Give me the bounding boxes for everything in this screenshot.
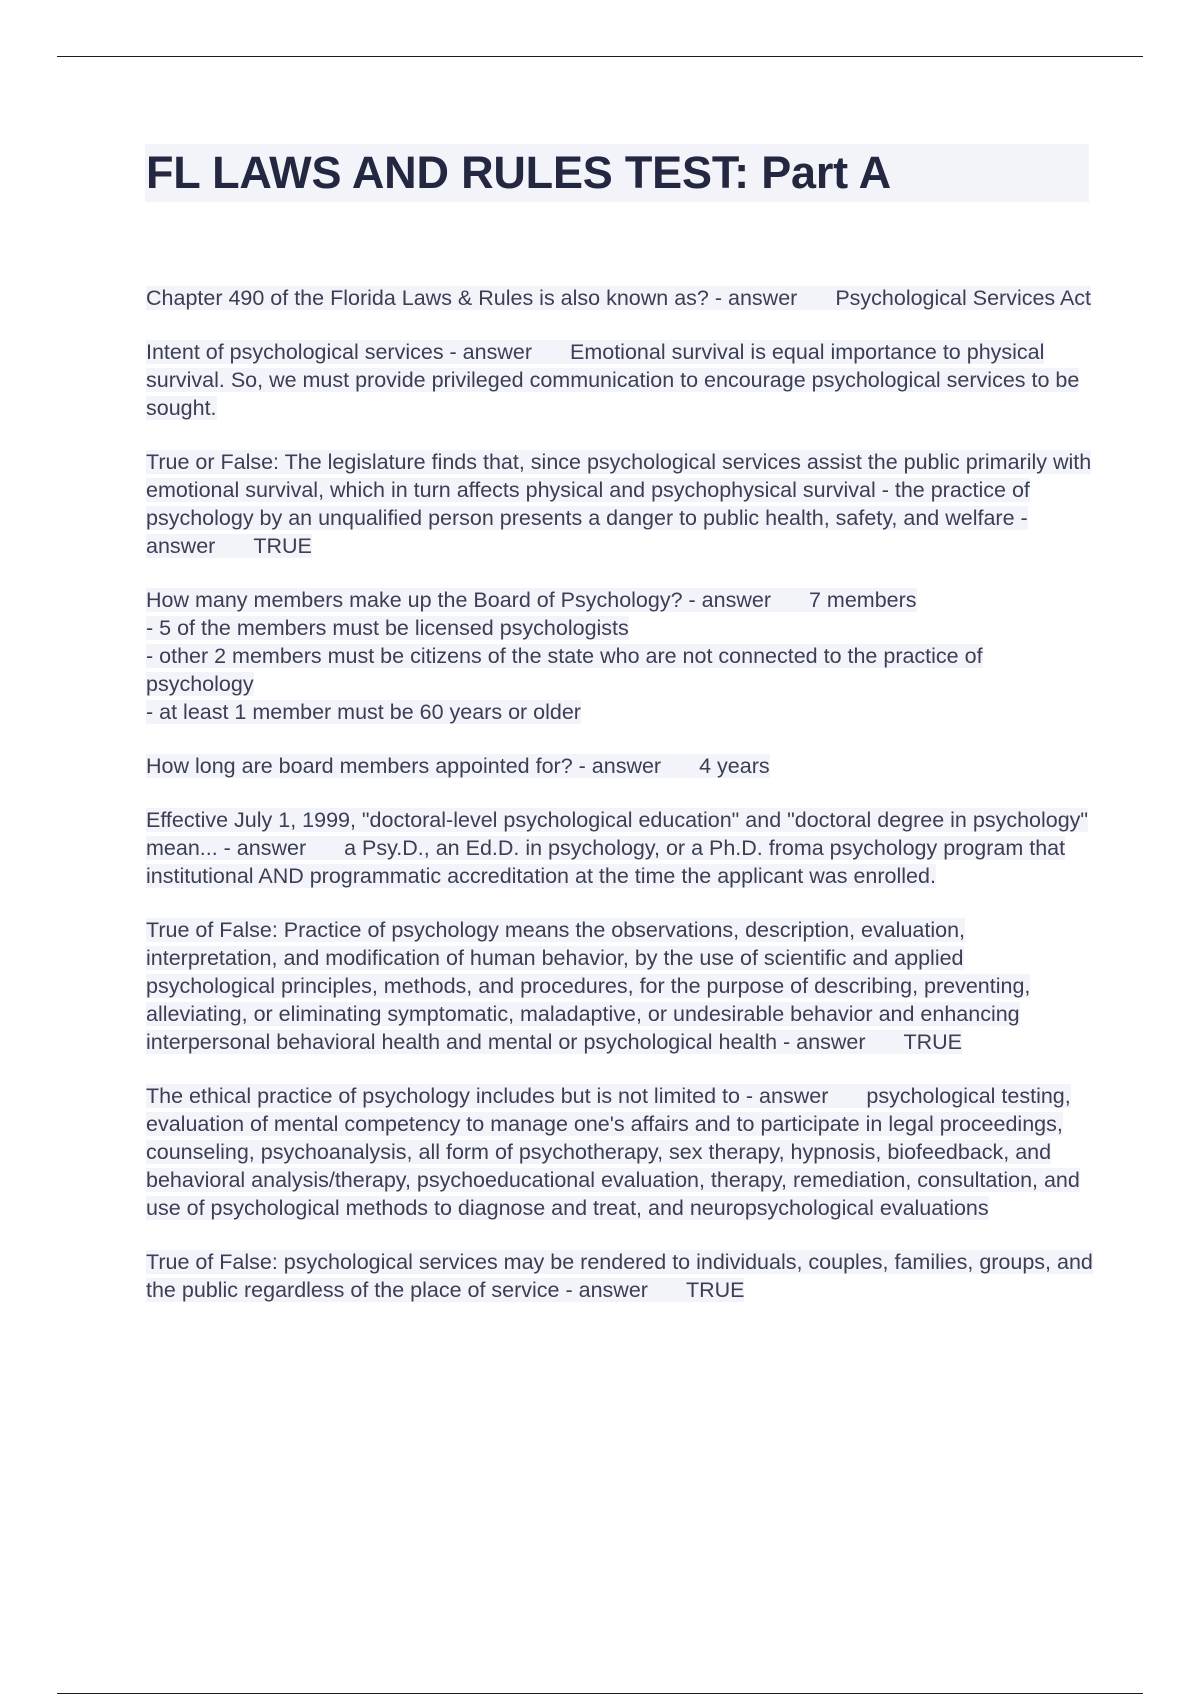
answer-text: Psychological Services Act — [835, 286, 1092, 310]
answer-separator: - answer — [708, 286, 798, 310]
answer-text: Emotional survival is equal importance to physical survival. So, we must provide privileged communication to encourage psychological services to be sought. — [146, 340, 1080, 420]
answer-text: 4 years — [699, 754, 770, 778]
answer-separator: - answer — [559, 1278, 648, 1302]
qa-item — [146, 752, 1096, 780]
answer-separator: - answer — [739, 1084, 829, 1108]
question-text: Chapter 490 of the Florida Laws & Rules is also known as? — [146, 286, 709, 310]
question-text: The ethical practice of psychology includes but is not limited to — [146, 1084, 740, 1108]
top-rule — [57, 56, 1143, 57]
answer-separator: - answer — [777, 1030, 866, 1054]
question-text: True of False: Practice of psychology means the observations, description, evaluation, interpretation, and modification of human behavior, by the use of scientific and applied psychological principles, methods, and procedures, for the purpose of describing, preventing, alleviating, or eliminating symptomatic, maladaptive, or undesirable behavior and enhancing interpersonal behavioral health and mental or psychological health — [146, 918, 1031, 1054]
qa-list — [146, 284, 1096, 1330]
answer-text: TRUE — [253, 534, 312, 558]
answer-separator: - answer — [217, 836, 307, 860]
page-title: FL LAWS AND RULES TEST: Part A — [146, 147, 891, 198]
question-text: True or False: The legislature finds that, since psychological services assist the public primarily with emotional survival, which in turn affects physical and psychophysical survival - the practice of psychology by an unqualified person presents a danger to public health, safety, and welfare — [146, 450, 1092, 530]
qa-item — [146, 586, 1096, 726]
qa-item — [146, 1082, 1096, 1222]
answer-separator: - answer — [682, 588, 771, 612]
qa-item — [146, 338, 1096, 422]
answer-text: TRUE — [903, 1030, 963, 1054]
question-text: How many members make up the Board of Psychology? — [146, 588, 683, 612]
answer-separator: - answer — [572, 754, 662, 778]
qa-item — [146, 284, 1096, 312]
question-text: Intent of psychological services — [146, 340, 444, 364]
answer-text: 7 members - 5 of the members must be licensed psychologists - other 2 members must be citizens of the state who are not connected to the practice of psychology - at least 1 member must be 60 years or older — [146, 588, 983, 724]
question-text: Effective July 1, 1999, "doctoral-level psychological education" and "doctoral degree in psychology" mean... — [146, 808, 1089, 860]
qa-item — [146, 806, 1096, 890]
answer-separator: - answer — [443, 340, 532, 364]
qa-item — [146, 448, 1096, 560]
answer-text: a Psy.D., an Ed.D. in psychology, or a Ph.D. froma psychology program that institutional AND programmatic accreditation at the time the applicant was enrolled. — [146, 836, 1066, 888]
answer-text: TRUE — [685, 1278, 745, 1302]
qa-item — [146, 1248, 1096, 1304]
qa-item — [146, 916, 1096, 1056]
question-text: How long are board members appointed for? — [146, 754, 573, 778]
answer-separator: - answer — [146, 506, 1028, 558]
question-text: True of False: psychological services may be rendered to individuals, couples, families, groups, and the public regardless of the place of service — [146, 1250, 1093, 1302]
answer-text: psychological testing, evaluation of mental competency to manage one's affairs and to participate in legal proceedings, counseling, psychoanalysis, all form of psychotherapy, sex therapy, hypnosis, biofeedback, and behavioral analysis/therapy, psychoeducational evaluation, therapy, remediation, consultation, and use of psychological methods to diagnose and treat, and neuropsychological evaluations — [146, 1084, 1080, 1220]
bottom-rule — [57, 1693, 1143, 1694]
